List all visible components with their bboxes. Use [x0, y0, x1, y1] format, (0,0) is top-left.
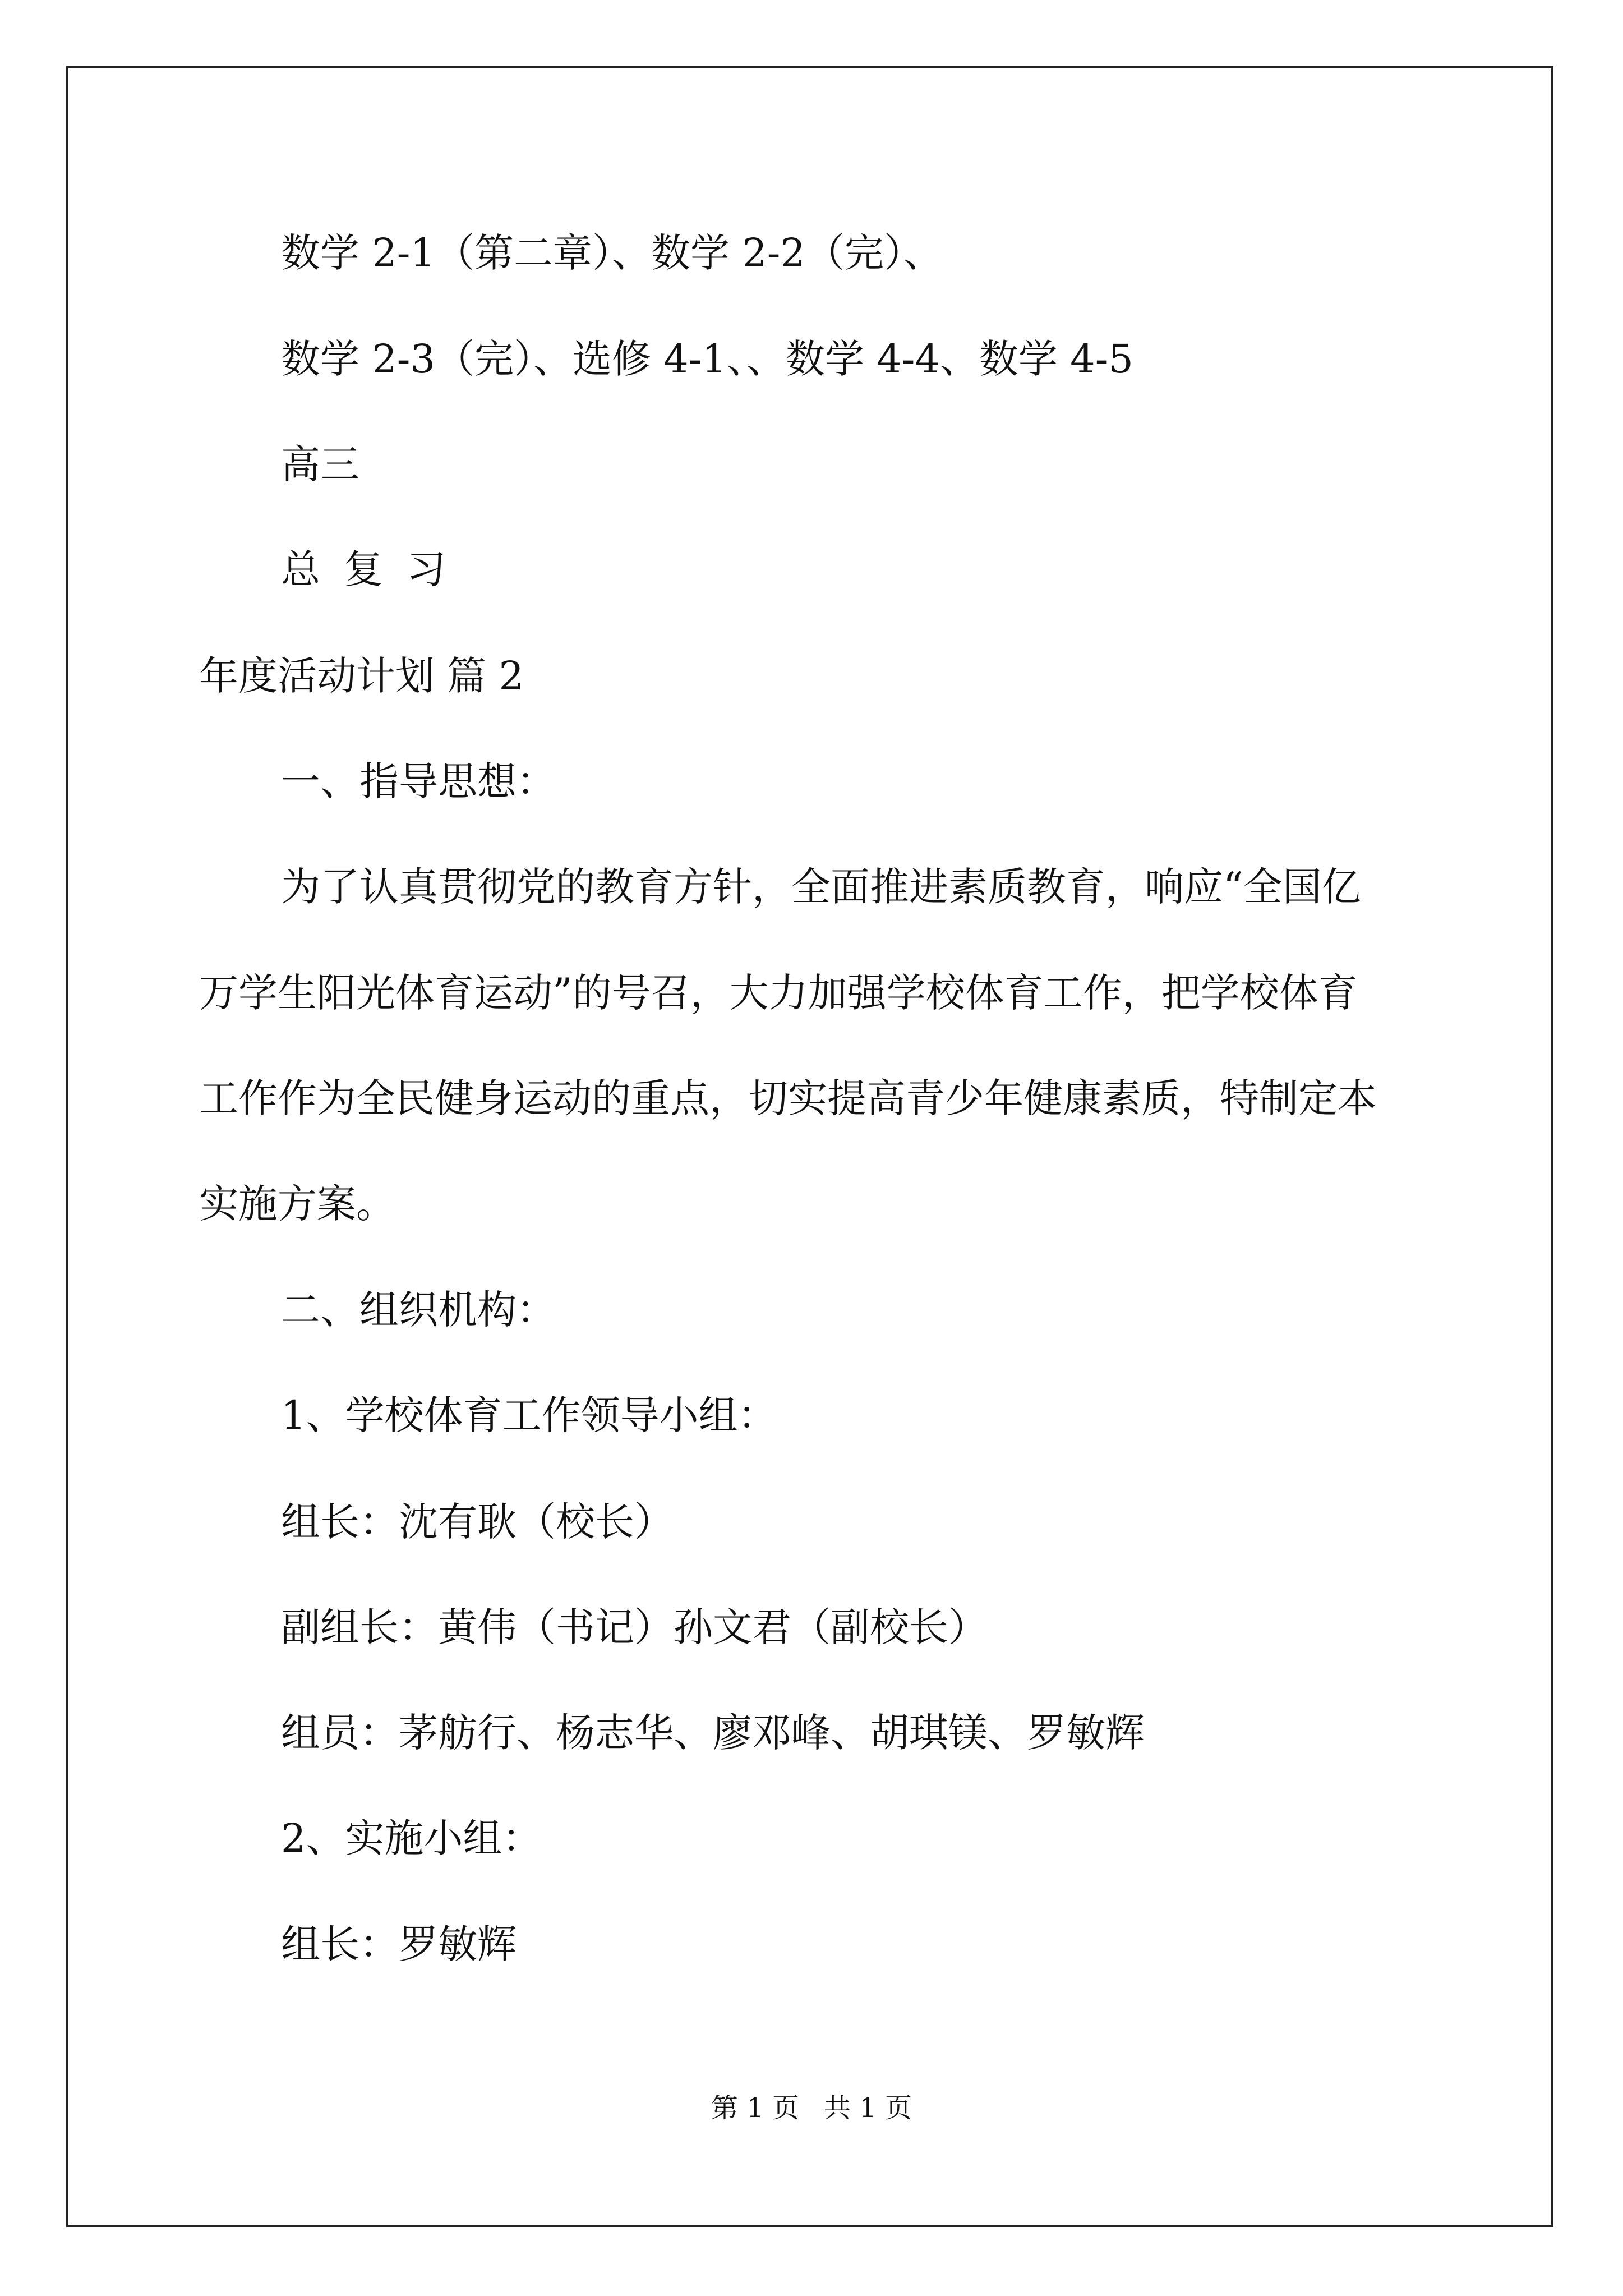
- text-line: 为了认真贯彻党的教育方针，全面推进素质教育，响应“全国亿: [281, 864, 1361, 910]
- text-line: 数学 2-3（完）、选修 4-1、、数学 4-4、数学 4-5: [281, 336, 1133, 382]
- text-line: 组长：罗敏辉: [281, 1921, 517, 1967]
- text-line: 万学生阳光体育运动”的号召，大力加强学校体育工作，把学校体育: [199, 970, 1358, 1016]
- text-line: 数学 2-1（第二章）、数学 2-2（完）、: [281, 230, 943, 276]
- text-line: 实施方案。: [199, 1181, 395, 1227]
- text-line: 2、实施小组：: [281, 1815, 542, 1861]
- text-line: 组员：茅舫行、杨志华、廖邓峰、胡琪镁、罗敏辉: [281, 1710, 1145, 1756]
- page-border: [66, 66, 1553, 2227]
- text-line: 一、指导思想：: [281, 758, 556, 804]
- text-line: 副组长：黄伟（书记）孙文君（副校长）: [281, 1604, 988, 1650]
- text-line: 工作作为全民健身运动的重点，切实提高青少年健康素质，特制定本: [199, 1075, 1377, 1121]
- text-line: 高三: [281, 441, 359, 487]
- page-footer: [0, 2091, 1623, 2125]
- text-line: 组长：沈有耿（校长）: [281, 1499, 674, 1545]
- page-number: 第 1 页: [711, 2092, 799, 2124]
- text-line: 1、学校体育工作领导小组：: [281, 1392, 777, 1438]
- page-total: 共 1 页: [824, 2092, 912, 2124]
- text-line: 总复习: [281, 546, 469, 592]
- text-line: 二、组织机构：: [281, 1287, 556, 1333]
- section-heading: 年度活动计划 篇 2: [199, 653, 524, 699]
